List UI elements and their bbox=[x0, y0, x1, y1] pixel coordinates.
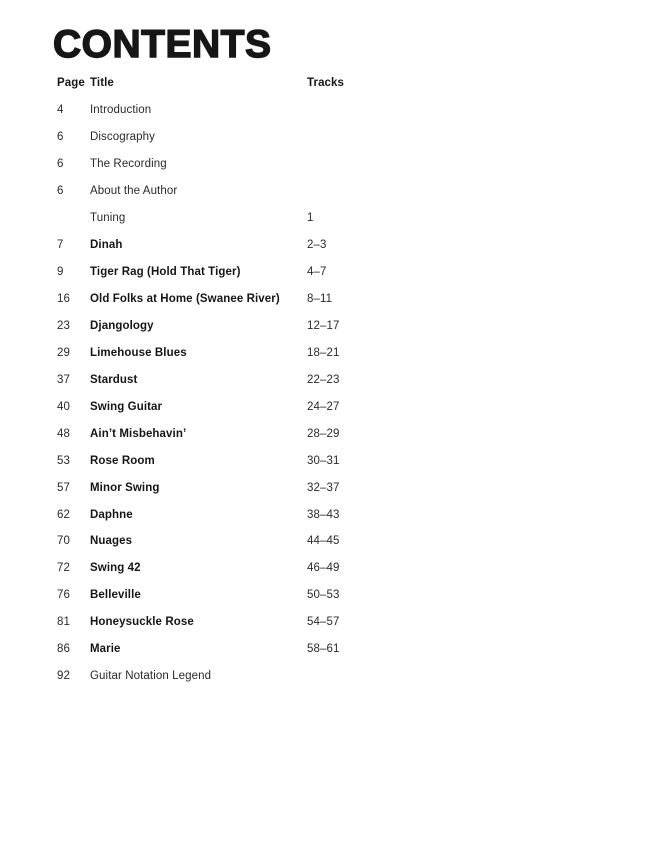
toc-page-number: 37 bbox=[57, 373, 70, 386]
toc-tracks: 2–3 bbox=[307, 239, 327, 252]
toc-tracks: 22–23 bbox=[307, 373, 340, 386]
toc-title: Minor Swing bbox=[90, 481, 160, 494]
toc-page-number: 29 bbox=[57, 346, 70, 359]
toc-title: Nuages bbox=[90, 535, 133, 548]
toc-title: Tuning bbox=[90, 212, 126, 225]
toc-page-number: 6 bbox=[57, 185, 64, 198]
toc-row bbox=[0, 636, 648, 663]
toc-title: Belleville bbox=[90, 589, 141, 602]
toc-title: Stardust bbox=[90, 373, 138, 386]
toc-tracks: 32–37 bbox=[307, 481, 340, 494]
toc-row bbox=[0, 528, 648, 555]
toc-page-number: 6 bbox=[57, 131, 64, 144]
toc-title: Swing Guitar bbox=[90, 400, 163, 413]
toc-row bbox=[0, 447, 648, 474]
toc-row bbox=[0, 178, 648, 205]
toc-title: Daphne bbox=[90, 508, 133, 521]
toc-row bbox=[0, 313, 648, 340]
toc-row bbox=[0, 663, 648, 690]
toc-title: Discography bbox=[90, 131, 156, 144]
toc-row bbox=[0, 124, 648, 151]
toc-page-number: 9 bbox=[57, 266, 64, 279]
column-header-page: Page bbox=[57, 77, 85, 89]
toc-row bbox=[0, 582, 648, 609]
toc-row bbox=[0, 151, 648, 178]
toc-title: Tiger Rag (Hold That Tiger) bbox=[90, 266, 241, 279]
toc-tracks: 54–57 bbox=[307, 616, 340, 629]
toc-row bbox=[0, 366, 648, 393]
toc-row bbox=[0, 97, 648, 124]
toc-tracks: 18–21 bbox=[307, 346, 340, 359]
toc-row bbox=[0, 501, 648, 528]
toc-title: Limehouse Blues bbox=[90, 346, 187, 359]
toc-title: Guitar Notation Legend bbox=[90, 670, 212, 683]
column-header-title: Title bbox=[90, 77, 114, 89]
toc-tracks: 30–31 bbox=[307, 454, 340, 467]
toc-row bbox=[0, 205, 648, 232]
toc-title: Djangology bbox=[90, 319, 154, 332]
toc-row bbox=[0, 609, 648, 636]
toc-page-number: 7 bbox=[57, 239, 64, 252]
toc-tracks: 46–49 bbox=[307, 562, 340, 575]
toc-title: Introduction bbox=[90, 104, 152, 117]
toc-title: Dinah bbox=[90, 239, 123, 252]
toc-title: About the Author bbox=[90, 185, 178, 198]
toc-row bbox=[0, 420, 648, 447]
toc-page-number: 81 bbox=[57, 616, 70, 629]
toc-tracks: 24–27 bbox=[307, 400, 340, 413]
toc-page-number: 53 bbox=[57, 454, 70, 467]
toc-column-headers bbox=[0, 76, 648, 90]
toc-page-number: 40 bbox=[57, 400, 70, 413]
toc-tracks: 50–53 bbox=[307, 589, 340, 602]
toc-title: Honeysuckle Rose bbox=[90, 616, 194, 629]
toc-tracks: 1 bbox=[307, 212, 314, 225]
toc-row bbox=[0, 474, 648, 501]
toc-page-number: 48 bbox=[57, 427, 70, 440]
toc-page-number: 70 bbox=[57, 535, 70, 548]
page-title: CONTENTS bbox=[53, 23, 272, 66]
toc-page-number: 23 bbox=[57, 319, 70, 332]
toc-page-number: 92 bbox=[57, 670, 70, 683]
toc-tracks: 44–45 bbox=[307, 535, 340, 548]
toc-tracks: 58–61 bbox=[307, 643, 340, 656]
toc-row bbox=[0, 339, 648, 366]
toc-page-number: 16 bbox=[57, 293, 70, 306]
toc-title: Swing 42 bbox=[90, 562, 141, 575]
toc-page-number: 6 bbox=[57, 158, 64, 171]
toc-page-number: 57 bbox=[57, 481, 70, 494]
toc-title: Marie bbox=[90, 643, 121, 656]
column-header-tracks: Tracks bbox=[307, 77, 345, 89]
toc-tracks: 12–17 bbox=[307, 319, 340, 332]
toc-title: Old Folks at Home (Swanee River) bbox=[90, 293, 280, 306]
toc-title: The Recording bbox=[90, 158, 167, 171]
toc-row bbox=[0, 259, 648, 286]
toc-row bbox=[0, 393, 648, 420]
toc-page-number: 76 bbox=[57, 589, 70, 602]
toc-row bbox=[0, 232, 648, 259]
toc-tracks: 38–43 bbox=[307, 508, 340, 521]
toc-page-number: 62 bbox=[57, 508, 70, 521]
toc-title: Rose Room bbox=[90, 454, 155, 467]
toc-row bbox=[0, 555, 648, 582]
toc-tracks: 28–29 bbox=[307, 427, 340, 440]
toc-tracks: 4–7 bbox=[307, 266, 327, 279]
toc-page-number: 86 bbox=[57, 643, 70, 656]
toc-rows bbox=[0, 97, 648, 690]
toc-page-number: 4 bbox=[57, 104, 64, 117]
toc-title: Ain’t Misbehavin’ bbox=[90, 427, 187, 440]
toc-tracks: 8–11 bbox=[307, 293, 333, 306]
toc-row bbox=[0, 286, 648, 313]
toc-page-number: 72 bbox=[57, 562, 70, 575]
